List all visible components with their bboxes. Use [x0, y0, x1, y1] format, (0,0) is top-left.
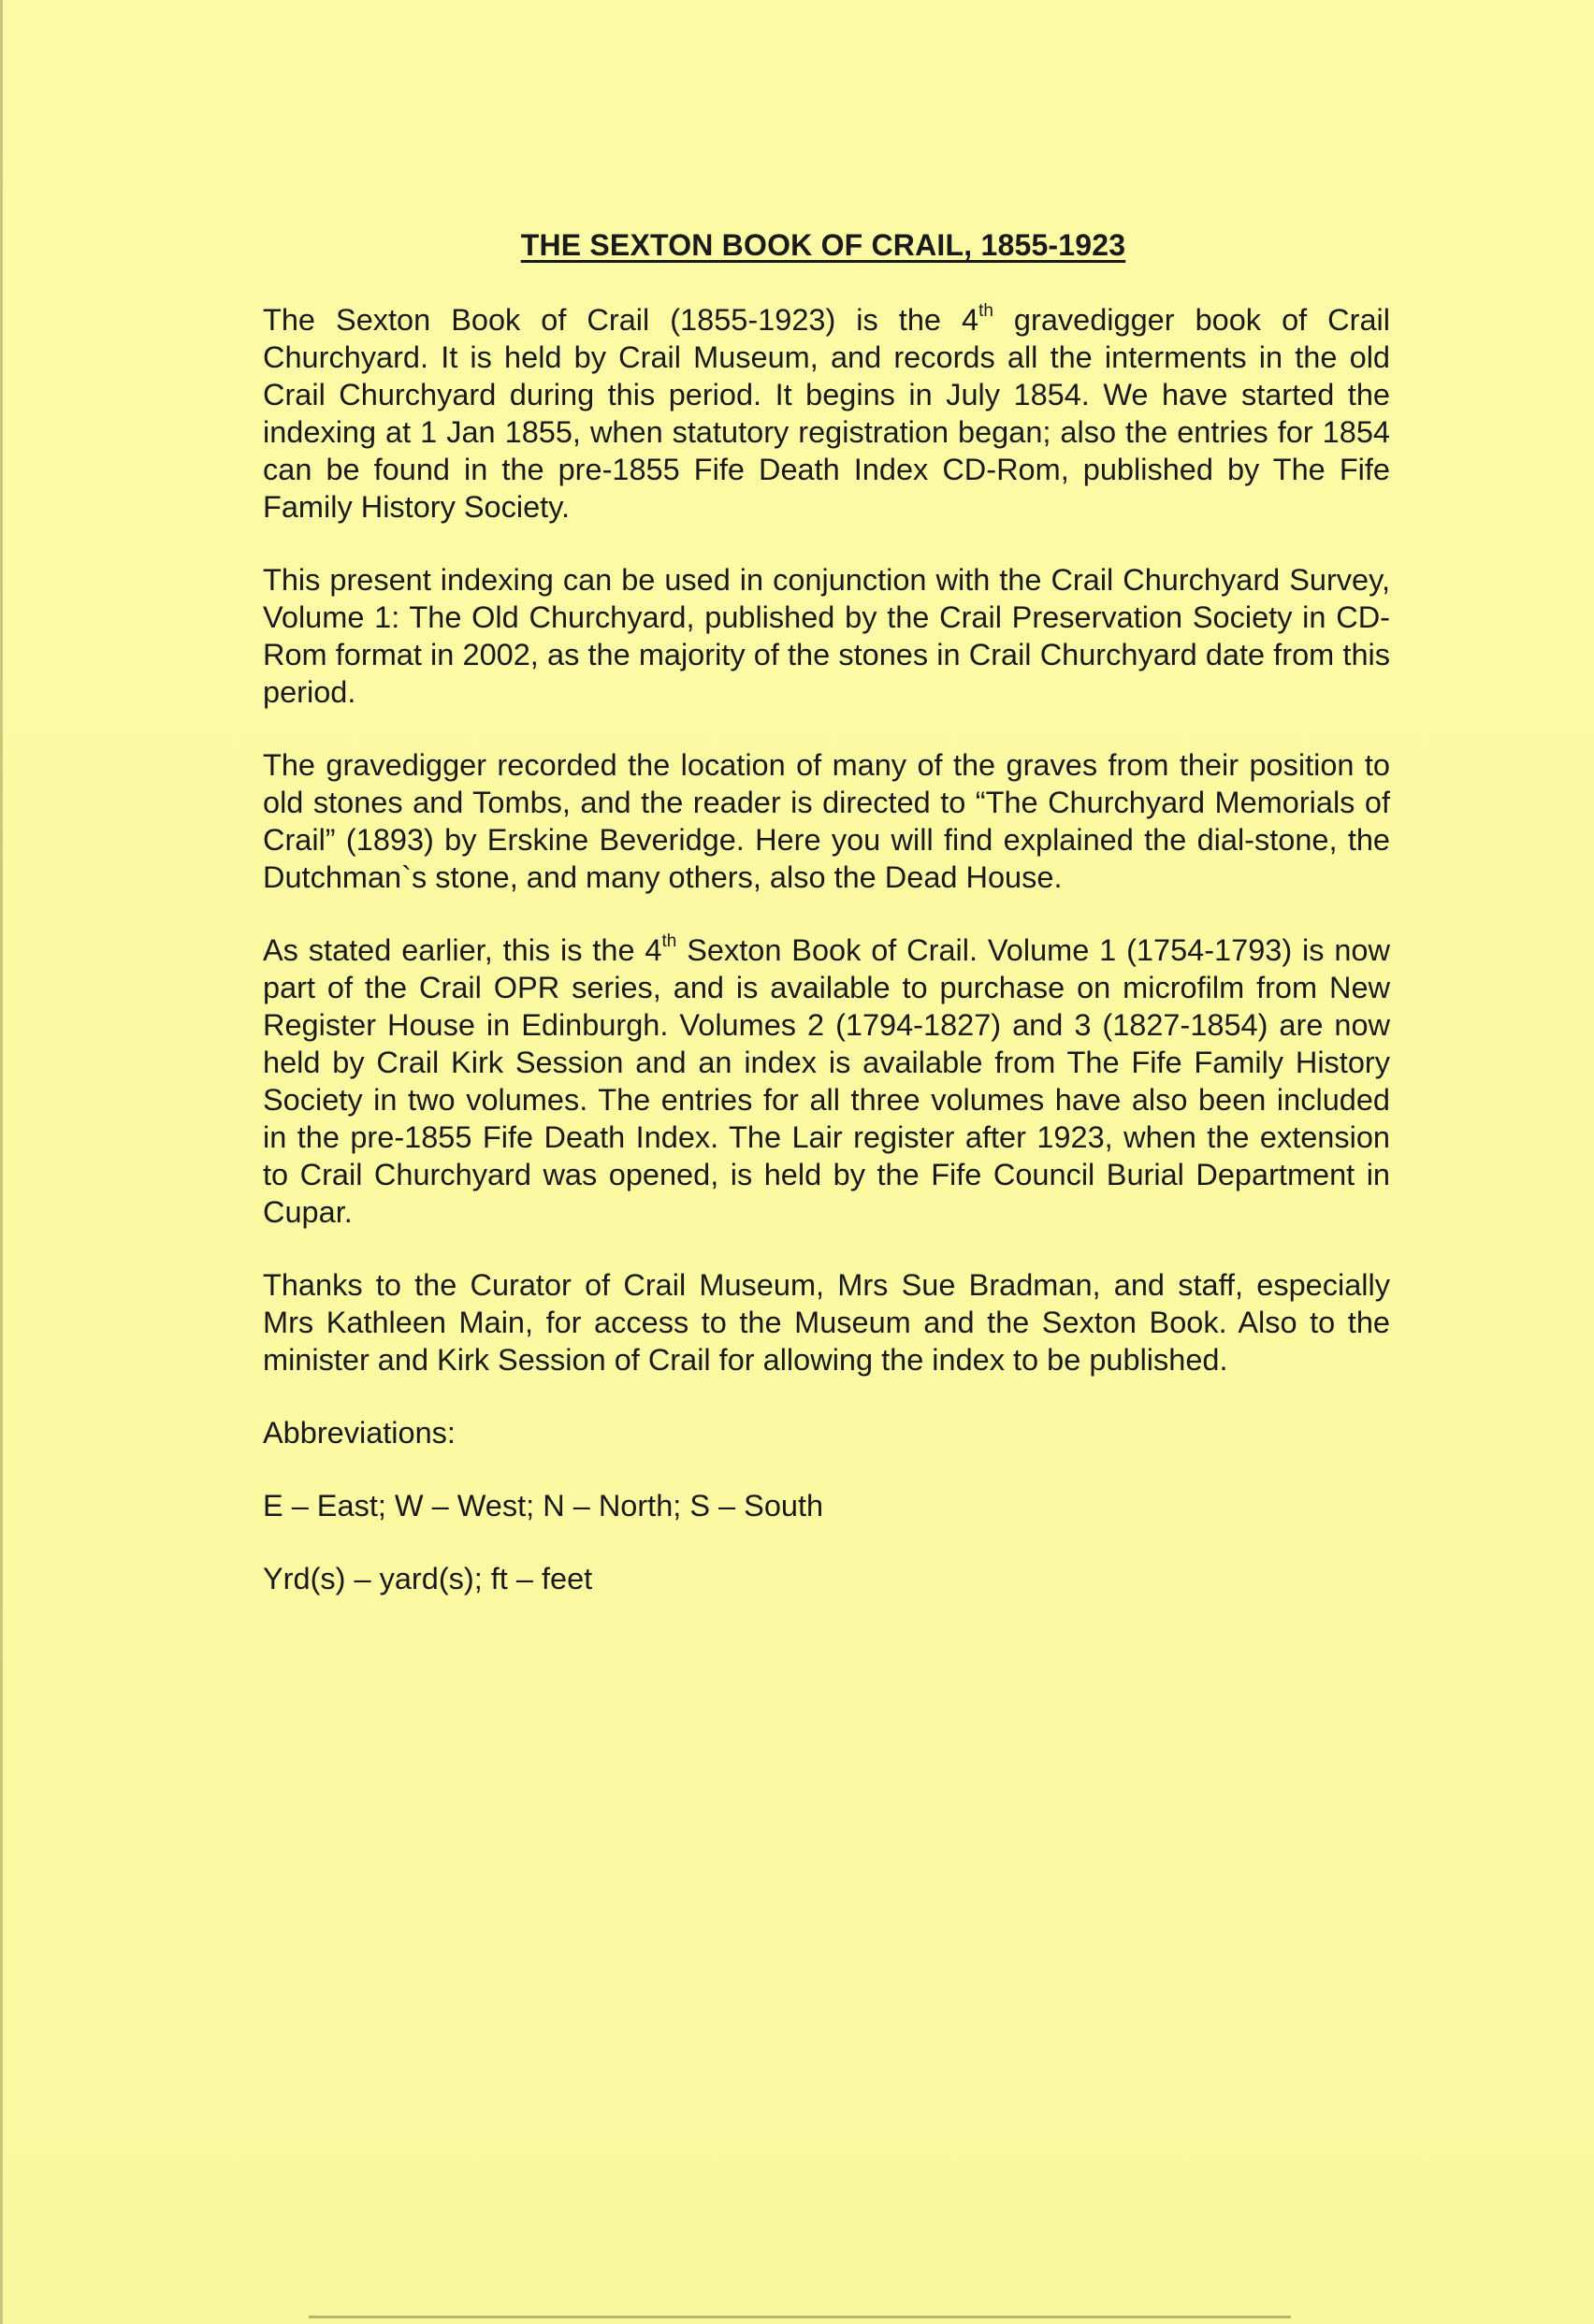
paragraph-gravedigger: The gravedigger recorded the location of many of the graves from their position to old stones and Tombs, and the reader is directed to “The Churchyard Memorials of Crail” (1893) by Erskine Beveridge. Here you will find explained the dial-stone, the Dutchman`s stone, and many others, also the Dead House. [263, 748, 1390, 894]
abbreviations-directions: E – East; W – West; N – North; S – South [263, 1489, 824, 1523]
ordinal-suffix: th [661, 931, 677, 952]
document-title: THE SEXTON BOOK OF CRAIL, 1855-1923 [520, 228, 1126, 262]
paragraph-introduction: The Sexton Book of Crail (1855-1923) is the 4th gravedigger book of Crail Churchyard. It is held by Crail Museum, and records all the interments in the old Crail Churchyard during this period. It begins in July 1854. We have started the indexing at 1 Jan 1855, when statutory registration began; also the entries for 1854 can be found in the pre-1855 Fife Death Index CD-Rom, published by The Fife Family History Society. [263, 301, 1390, 524]
ordinal-suffix: th [978, 301, 993, 322]
page-left-edge [0, 0, 3, 2324]
paragraph-thanks: Thanks to the Curator of Crail Museum, Mrs Sue Bradman, and staff, especially Mrs Kathleen Main, for access to the Museum and the Sexton Book. Also to the minister and Kirk Session of Crail for allowing the index to be published. [263, 1268, 1390, 1377]
abbreviations-heading: Abbreviations: [263, 1416, 456, 1450]
page-bottom-edge [309, 2316, 1291, 2318]
paragraph-survey: This present indexing can be used in conjunction with the Crail Churchyard Survey, Volume 1: The Old Churchyard, published by the Crail Preservation Society in CD-Rom format in 2002, as the majority of the stones in Crail Churchyard date from this period. [263, 563, 1390, 709]
abbreviations-units: Yrd(s) – yard(s); ft – feet [263, 1562, 593, 1595]
paragraph-volumes: As stated earlier, this is the 4th Sexton Book of Crail. Volume 1 (1754-1793) is now part of the Crail OPR series, and is available to purchase on microfilm from New Register House in Edinburgh. Volumes 2 (1794-1827) and 3 (1827-1854) are now held by Crail Kirk Session and an index is available from The Fife Family History Society in two volumes. The entries for all three volumes have also been included in the pre-1855 Fife Death Index. The Lair register after 1923, when the extension to Crail Churchyard was opened, is held by the Fife Council Burial Department in Cupar. [263, 931, 1390, 1229]
document-body [263, 301, 1390, 1633]
